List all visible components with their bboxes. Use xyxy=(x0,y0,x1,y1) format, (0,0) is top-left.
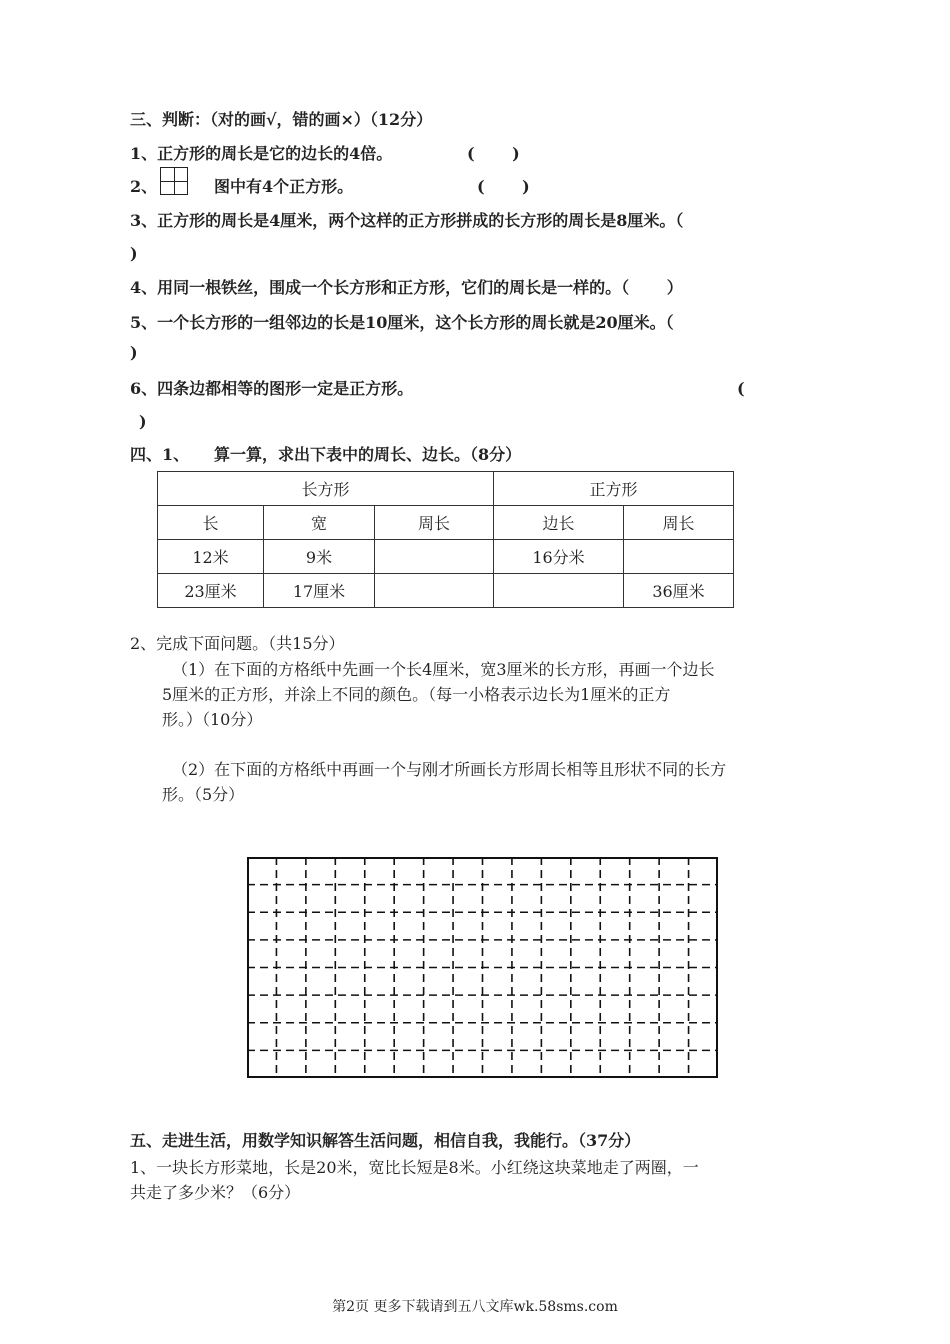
answer-blank-6-close[interactable]: ) xyxy=(139,412,147,431)
section5-q1-line2: 共走了多少米？（6分） xyxy=(130,1183,301,1202)
table-row xyxy=(158,574,734,608)
judge-item-2: 图中有4个正方形。 xyxy=(214,177,354,196)
answer-blank-6[interactable]: ( xyxy=(737,379,745,398)
table-cell-answer[interactable] xyxy=(624,540,734,574)
table-col-rect-perimeter: 周长 xyxy=(375,506,494,540)
q2-heading: 2、完成下面问题。（共15分） xyxy=(130,634,345,653)
judge-item-5: 5、一个长方形的一组邻边的长是10厘米，这个长方形的周长就是20厘米。（ xyxy=(130,313,674,332)
table-cell: 9米 xyxy=(264,540,375,574)
table-cell: 12米 xyxy=(158,540,264,574)
table-col-width: 宽 xyxy=(264,506,375,540)
four-square-grid-icon xyxy=(160,167,188,195)
q2-part1-line3: 形。）（10分） xyxy=(162,710,263,729)
table-cell: 16分米 xyxy=(494,540,624,574)
answer-blank-3-close[interactable]: ) xyxy=(130,244,138,263)
table-cell: 17厘米 xyxy=(264,574,375,608)
answer-blank-2[interactable]: ( ) xyxy=(477,177,530,196)
q2-part1-line2: 5厘米的正方形，并涂上不同的颜色。（每一小格表示边长为1厘米的正方 xyxy=(162,685,671,704)
judge-item-1: 1、正方形的周长是它的边长的4倍。 xyxy=(130,144,393,163)
grid-paper[interactable] xyxy=(247,857,718,1078)
page-footer: 第2页 更多下载请到五八文库wk.58sms.com xyxy=(332,1299,618,1315)
judge-item-3: 3、正方形的周长是4厘米，两个这样的正方形拼成的长方形的周长是8厘米。（ xyxy=(130,211,684,230)
section5-heading: 五、走进生活，用数学知识解答生活问题，相信自我，我能行。（37分） xyxy=(130,1131,641,1150)
table-cell-answer[interactable] xyxy=(494,574,624,608)
q2-part1-line1: （1）在下面的方格纸中先画一个长4厘米，宽3厘米的长方形，再画一个边长 xyxy=(172,660,715,679)
judge-item-4: 4、用同一根铁丝，围成一个长方形和正方形，它们的周长是一样的。（ ） xyxy=(130,278,683,297)
table-cell-answer[interactable] xyxy=(375,540,494,574)
section4-heading: 算一算，求出下表中的周长、边长。（8分） xyxy=(214,445,522,464)
q2-part2-line2: 形。（5分） xyxy=(162,785,245,804)
table-col-square-perimeter: 周长 xyxy=(624,506,734,540)
section5-q1-line1: 1、一块长方形菜地，长是20米，宽比长短是8米。小红绕这块菜地走了两圈，一 xyxy=(130,1158,699,1177)
judge-item-2-prefix: 2、 xyxy=(130,177,158,196)
table-cell: 36厘米 xyxy=(624,574,734,608)
section4-heading-prefix: 四、1、 xyxy=(130,445,190,464)
section3-heading: 三、判断：（对的画√，错的画×）（12分） xyxy=(130,110,433,129)
q2-part2-line1: （2）在下面的方格纸中再画一个与刚才所画长方形周长相等且形状不同的长方 xyxy=(172,760,727,779)
table-row xyxy=(158,540,734,574)
answer-blank-1[interactable]: ( ) xyxy=(467,144,520,163)
table-cell-answer[interactable] xyxy=(375,574,494,608)
table-col-side: 边长 xyxy=(494,506,624,540)
table-cell: 23厘米 xyxy=(158,574,264,608)
perimeter-table xyxy=(157,471,734,608)
table-group-header-rectangle: 长方形 xyxy=(158,472,494,506)
judge-item-6: 6、四条边都相等的图形一定是正方形。 xyxy=(130,379,414,398)
table-group-header-square: 正方形 xyxy=(494,472,734,506)
table-col-length: 长 xyxy=(158,506,264,540)
answer-blank-5-close[interactable]: ) xyxy=(130,343,138,362)
